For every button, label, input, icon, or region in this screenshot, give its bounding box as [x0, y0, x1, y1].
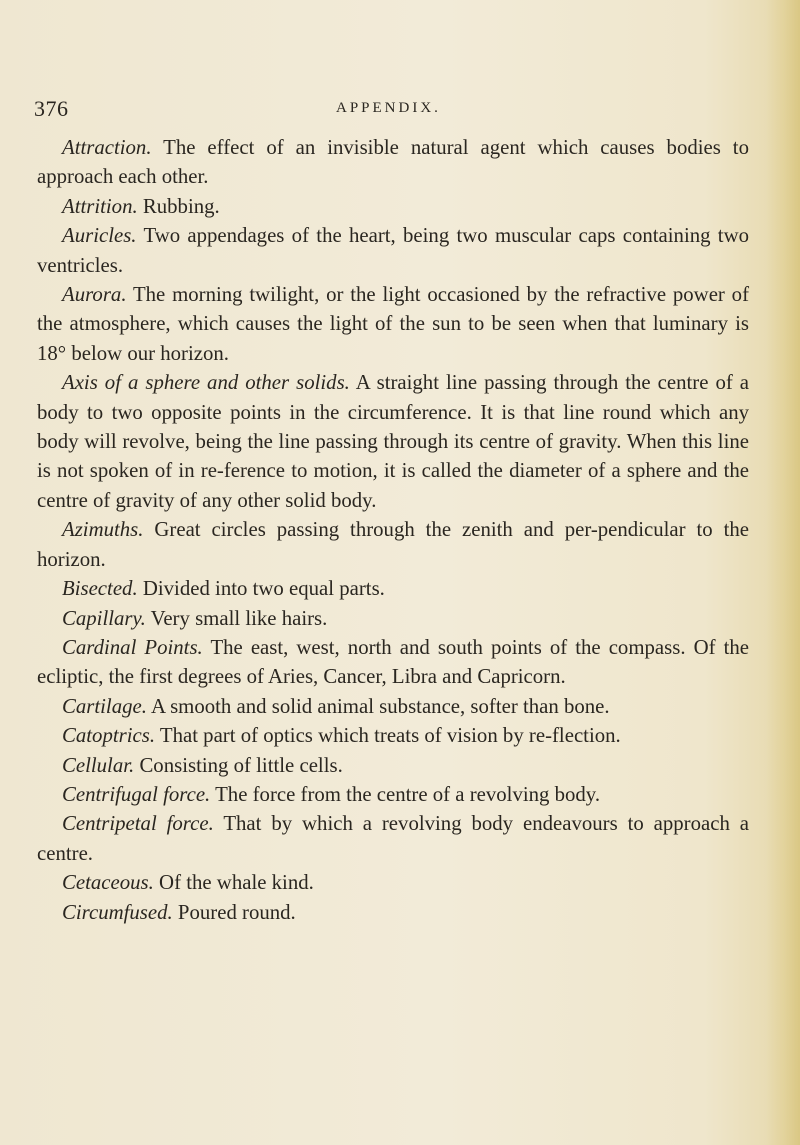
entry-term: Axis of a sphere and other solids. [62, 371, 350, 395]
glossary-entry [37, 809, 749, 868]
entry-definition: Consisting of little cells. [139, 753, 343, 777]
entry-definition: Great circles passing through the zenith and per-pendicular to the horizon. [37, 518, 749, 571]
entry-definition: Of the whale kind. [159, 871, 314, 895]
glossary-entry [37, 574, 749, 603]
entry-term: Cetaceous. [62, 871, 154, 895]
entry-term: Catoptrics. [62, 724, 156, 748]
glossary-entry [37, 133, 749, 192]
entry-definition: That by which a revolving body endeavours to approach a centre. [37, 812, 749, 865]
entry-definition: A smooth and solid animal substance, softer than bone. [151, 694, 610, 718]
glossary-entry [37, 780, 749, 809]
glossary-entry [37, 368, 749, 515]
entry-definition: Very small like hairs. [150, 606, 328, 630]
entry-term: Capillary. [62, 606, 146, 630]
entry-term: Auricles. [62, 224, 137, 248]
glossary [37, 133, 749, 927]
entry-definition: Two appendages of the heart, being two muscular caps containing two ventricles. [37, 224, 750, 277]
entry-term: Circumfused. [62, 900, 173, 924]
entry-term: Attrition. [62, 194, 138, 218]
glossary-entry [37, 692, 749, 721]
entry-term: Centripetal force. [62, 812, 214, 836]
entry-term: Centrifugal force. [62, 782, 211, 806]
entry-term: Aurora. [62, 283, 127, 307]
glossary-entry [37, 192, 749, 221]
entry-definition: The force from the centre of a revolving body. [215, 782, 601, 806]
page-number: 376 [34, 96, 69, 121]
entry-term: Cellular. [62, 753, 135, 777]
glossary-entry [37, 515, 749, 574]
glossary-entry [37, 633, 749, 692]
entry-definition: Divided into two equal parts. [142, 577, 385, 601]
entry-term: Cartilage. [62, 694, 147, 718]
entry-term: Attraction. [62, 136, 152, 159]
entry-term: Azimuths. [62, 518, 144, 542]
entry-term: Cardinal Points. [62, 635, 203, 659]
running-head [34, 96, 774, 130]
entry-definition: The morning twilight, or the light occasioned by the refractive power of the atmosphere, which causes the light of the sun to be seen when that luminary is 18° below our horizon. [37, 283, 749, 365]
page-edge-stain [766, 0, 800, 1145]
glossary-entry [37, 751, 749, 780]
entry-definition: The effect of an invisible natural agent which causes bodies to approach each other. [37, 136, 749, 189]
glossary-entry [37, 898, 749, 927]
glossary-entry [37, 221, 749, 280]
glossary-entry [37, 280, 749, 368]
entry-definition: Rubbing. [142, 194, 220, 218]
header-title: APPENDIX. [336, 100, 441, 116]
entry-term: Bisected. [62, 577, 138, 601]
glossary-entry [37, 604, 749, 633]
entry-definition: The east, west, north and south points of the compass. Of the ecliptic, the first degrees of Aries, Cancer, Libra and Capricorn. [37, 635, 749, 689]
entry-definition: A straight line passing through the centre of a body to two opposite points in the circumference. It is that line round which any body will revolve, being the line passing through its centre of gravity. When this line is not spoken of in re-ference to motion, it is called the diameter of a sphere and the centre of gravity of any other solid body. [37, 371, 749, 512]
entry-definition: Poured round. [177, 900, 296, 924]
entry-definition: That part of optics which treats of vision by re-flection. [159, 724, 621, 748]
glossary-entry [37, 721, 749, 750]
glossary-entry [37, 868, 749, 897]
